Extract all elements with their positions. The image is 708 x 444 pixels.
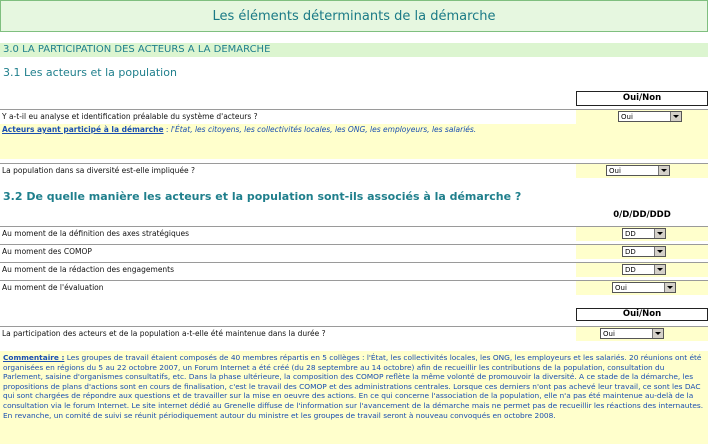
level-select[interactable] (622, 264, 666, 275)
moment-row (0, 280, 708, 295)
comment-label: Commentaire : (3, 353, 65, 362)
moment-label: Au moment des COMOP (2, 247, 92, 256)
comment-text: Les groupes de travail étaient composés de 40 membres répartis en 5 collèges : l'État, les collectivités locales, les ONG, les employeurs et les salariés. 20 réunions ont été organisées en régions du 5 au 22 octobre 2007, un Forum Internet a été créé (du 28 septembre au 14 octobre) afin de recueillir les contributions de la population, consultation du Parlement, saisine d'organismes consultatifs, etc. Dans la phase ultérieure, la composition des COMOP reflète la même volonté de promouvoir la diversité. A ce stade de la démarche, les propositions de plans d'actions sont en cours de finalisation, c'est le travail des COMOP et des administrations centrales. Lorsque ces derniers n'ont pas achevé leur travail, ce sont les DAC qui sont chargées de répondre aux questions et de travailler sur la mise en oeuvre des actions. En ce qui concerne l'association de la population, elle n'a pas été maintenue au-delà de la consultation via le forum Internet. Le site internet dédié au Grenelle diffuse de l'information sur l'avancement de la démarche mais ne permet pas de recueillir les réactions des internautes. En revanche, un comité de suivi se réunit périodiquement autour du ministre et les groupes de travail seront à nouveau convoqués en octobre 2008. (3, 353, 704, 420)
answer-cell (576, 327, 708, 341)
select-value: Oui (615, 284, 627, 292)
actors-label: Acteurs ayant participé à la démarche (2, 125, 164, 134)
actors-list: l'État, les citoyens, les collectivités locales, les ONG, les employeurs, les salariés. (170, 125, 477, 134)
answer-cell (576, 263, 708, 277)
chevron-down-icon[interactable] (652, 329, 663, 338)
level-select[interactable] (612, 282, 676, 293)
select-value: DD (625, 248, 636, 256)
question-label: Y a-t-il eu analyse et identification préalable du système d'acteurs ? (2, 112, 258, 121)
chevron-down-icon[interactable] (654, 229, 665, 238)
select-value: Oui (609, 167, 621, 175)
actors-separator: : (163, 125, 171, 134)
page-banner (0, 0, 708, 32)
chevron-down-icon[interactable] (658, 166, 669, 175)
answer-cell (576, 110, 708, 124)
answer-cell (576, 245, 708, 259)
moment-label: Au moment de la rédaction des engagements (2, 265, 175, 274)
level-select[interactable] (622, 228, 666, 239)
moment-row (0, 262, 708, 277)
column-header-oui-non: Oui/Non (576, 308, 708, 321)
subsection-title-3-1: 3.1 Les acteurs et la population (3, 66, 177, 79)
comment-block[interactable] (0, 351, 708, 444)
answer-cell (576, 281, 708, 295)
chevron-down-icon[interactable] (664, 283, 675, 292)
select-value: Oui (603, 330, 615, 338)
select-value: DD (625, 230, 636, 238)
column-header-oui-non: Oui/Non (576, 91, 708, 106)
answer-select[interactable] (600, 328, 664, 339)
section-heading: 3.0 LA PARTICIPATION DES ACTEURS A LA DEMARCHE (0, 43, 708, 57)
question-label: La population dans sa diversité est-elle impliquée ? (2, 166, 196, 175)
chevron-down-icon[interactable] (670, 112, 681, 121)
page-title: Les éléments déterminants de la démarche (212, 8, 496, 24)
select-value: DD (625, 266, 636, 274)
actors-block (0, 124, 708, 159)
column-header-levels: 0/D/DD/DDD (613, 210, 671, 220)
answer-select[interactable] (606, 165, 670, 176)
moment-label: Au moment de l'évaluation (2, 283, 104, 292)
moment-row (0, 226, 708, 241)
moment-label: Au moment de la définition des axes stratégiques (2, 229, 190, 238)
chevron-down-icon[interactable] (654, 265, 665, 274)
select-value: Oui (621, 113, 633, 121)
answer-cell (576, 164, 708, 178)
question-row-3 (0, 326, 708, 341)
question-label: La participation des acteurs et de la population a-t-elle été maintenue dans la durée ? (2, 329, 326, 338)
subsection-title-3-2: 3.2 De quelle manière les acteurs et la population sont-ils associés à la démarche ? (3, 190, 522, 203)
question-row-1 (0, 109, 708, 124)
question-row-2 (0, 163, 708, 178)
moment-row (0, 244, 708, 259)
answer-select[interactable] (618, 111, 682, 122)
chevron-down-icon[interactable] (654, 247, 665, 256)
answer-cell (576, 227, 708, 241)
level-select[interactable] (622, 246, 666, 257)
